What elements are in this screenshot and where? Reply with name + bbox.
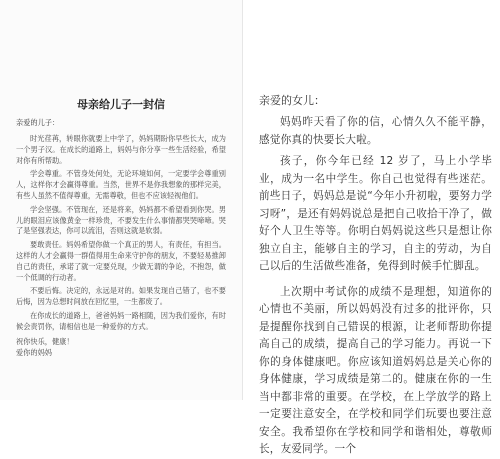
right-letter-paragraph: 上次期中考试你的成绩不是理想，知道你的心情也不美丽，所以妈妈没有过多的批评你，只是提醒你找到自己错误的根源，让老师帮助你提高自己的成绩，提高自己的学习能力。再说一下你的身体健康吧。你应该知道妈妈总是关心你的身体健康，学习成绩是第二的。健康在你的一生当中都非常的重要。在学校，在上学放学的路上一定要注意安全，在学校和同学们玩要也要注意安全。我希望你在学校和同学和谐相处，尊敬师长，友爱同学。一个: [259, 285, 492, 455]
right-letter-greeting: 亲爱的女儿：: [259, 94, 325, 107]
right-letter-page: [245, 0, 500, 455]
right-letter-paragraph: 妈妈昨天看了你的信，心情久久不能平静，感觉你真的快要长大啦。: [259, 116, 492, 146]
left-letter-closing: 祝你快乐，健康！: [16, 336, 74, 346]
left-letter-paragraph: 不要后悔。决定的，永远是对的。如果发现自己错了，也不要后悔，因为总想时间放在回忆里，一生都废了。: [16, 286, 226, 307]
left-letter-greeting: 亲爱的儿子：: [16, 118, 60, 127]
left-letter-paragraph: 学会坚强。不管现在，还是将来，妈妈都不希望看到你哭。男儿的眼泪应该像黄金一样珍贵，不要发生什么事情都哭哭啼啼。哭了是坚强表达，你可以流泪，否则这就是软弱。: [16, 204, 226, 236]
left-letter-page: [0, 0, 243, 400]
left-letter-paragraph: 时光荏苒，转眼你就要上中学了，妈妈期盼你早些长大，成为一个男子汉。在成长的道路上，妈妈与你分享一些生活经验，希望对你有所帮助。: [16, 134, 226, 165]
right-letter-paragraph: 孩子，你今年已经 12 岁了，马上小学毕业，成为一名中学生。你自己也觉得有些迷茫。前些日子，妈妈总是说“今年小升初啦，要努力学习呀”，是还有妈妈说总是把自己收拾干净了，做好个人卫生等等。你明白妈妈说这些只是想让你独立自主，能够自主的学习，自主的劳动，为自己以后的生活做些准备，免得到时候手忙脚乱。: [259, 155, 492, 272]
left-letter-title: 母亲给儿子一封信: [77, 98, 165, 111]
left-letter-paragraph: 学会尊重。不管身处何处，无论环境如何，一定要学会尊重别人，这样你才会赢得尊重。当然，世界不是你我想象的那样完美，有些人虽然不值得尊重，无需尊敬，但也不应该轻视他们。: [16, 169, 226, 200]
left-letter-paragraph: 要敢责任。妈妈希望你做一个真正的男人，有责任，有担当。这样的人才会赢得一群值得用生命来守护你的朋友，不要轻易推卸自己的责任，承诺了就一定要兑现，少做无谓的争论，不抱怨，做一个低调的行动者。: [16, 240, 226, 282]
left-letter-paragraph: 在你成长的道路上，爸爸妈妈一路相随，因为我们爱你，有时候会责罚你，请相信也是一种爱你的方式。: [16, 310, 226, 331]
left-letter-signature: 爱你的妈妈: [16, 347, 52, 357]
